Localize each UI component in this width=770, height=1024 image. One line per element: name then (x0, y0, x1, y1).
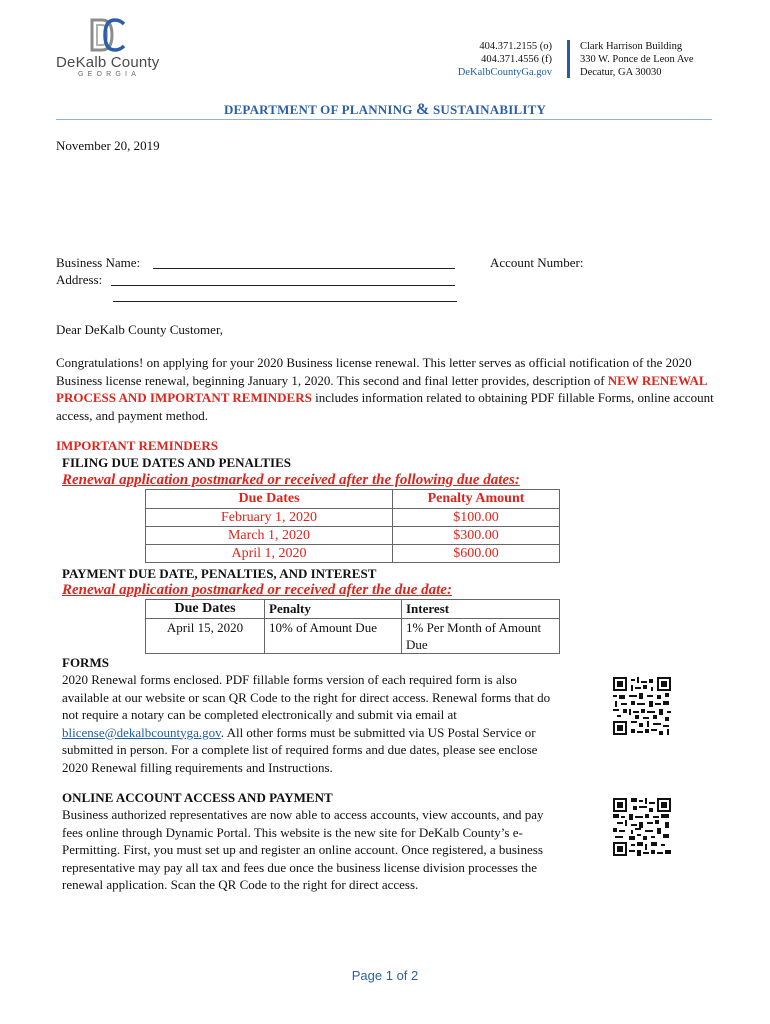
forms-paragraph (62, 671, 562, 776)
department-title (0, 101, 770, 119)
dept-ampersand: & (415, 101, 430, 118)
header-rule (56, 119, 712, 120)
pay-penalty-cell: 10% of Amount Due (265, 619, 402, 654)
pay-interest-cell: 1% Per Month of Amount Due (402, 619, 560, 654)
pay-due-date-cell: April 15, 2020 (146, 619, 265, 654)
pay-penalty-header: Penalty (265, 600, 402, 619)
account-number-label: Account Number: (490, 255, 584, 270)
forms-text-1: 2020 Renewal forms enclosed. PDF fillable forms version of each required form is also available at our website or scan QR Code to the right for direct access. Renewal forms that do not require a notary can be completed electronically and submit via email at (62, 672, 551, 722)
letter-date: November 20, 2019 (56, 138, 160, 153)
address-line-field-1[interactable] (111, 285, 455, 286)
phone-office: 404.371.2155 (o) (479, 41, 552, 52)
penalty-amount-header: Penalty Amount (393, 490, 560, 509)
phone-fax: 404.371.4556 (f) (481, 54, 552, 65)
due-date-cell: February 1, 2020 (146, 509, 393, 527)
business-name-label: Business Name: (56, 255, 141, 270)
address-line-field-2[interactable] (113, 301, 457, 302)
email-link[interactable]: blicense@dekalbcountyga.gov (62, 724, 221, 740)
payment-header-row (146, 600, 560, 619)
website-link[interactable]: DeKalbCountyGa.gov (457, 67, 552, 78)
pay-due-dates-header: Due Dates (146, 600, 265, 619)
reminders-heading: IMPORTANT REMINDERS (56, 438, 218, 453)
address-line-1: Clark Harrison Building (580, 41, 683, 52)
payment-note: Renewal application postmarked or received after the due date: (62, 582, 452, 598)
online-paragraph: Business authorized representatives are now able to access accounts, view accounts, and pay fees online through Dynamic Portal. This website is the new site for DeKalb County’s e-Permitting. First, you must set up and register an online account. Once registered, a business representative may pay all tax and fees due once the business license division processes the renewal application. Scan the QR Code to the right for direct access. (62, 807, 544, 892)
penalty-amount-cell: $600.00 (393, 545, 560, 563)
dept-part-1: DEPARTMENT OF PLANNING (223, 102, 416, 117)
table-row (146, 619, 560, 654)
logo-name: DeKalb County (56, 54, 160, 71)
intro-highlight: NEW RENEWAL PROCESS AND IMPORTANT REMINDERS (56, 372, 707, 405)
portal-qr-code-icon[interactable] (613, 797, 671, 857)
filing-heading: FILING DUE DATES AND PENALTIES (62, 455, 292, 470)
payment-heading: PAYMENT DUE DATE, PENALTIES, AND INTEREST (62, 566, 377, 581)
due-date-cell: April 1, 2020 (146, 545, 393, 563)
filing-note: Renewal application postmarked or received after the following due dates: (62, 472, 520, 488)
forms-qr-code-icon[interactable] (613, 676, 671, 736)
address-label: Address: (56, 272, 103, 287)
pay-interest-header: Interest (402, 600, 560, 619)
contact-divider (567, 40, 570, 78)
due-dates-header-row (146, 490, 560, 509)
table-row (146, 509, 560, 527)
dept-part-2: SUSTAINABILITY (429, 102, 547, 117)
contact-address (580, 40, 694, 79)
intro-paragraph (56, 354, 716, 424)
logo-subtitle: GEORGIA (78, 71, 141, 78)
page-number: Page 1 of 2 (351, 968, 419, 983)
intro-text-1: Congratulations! on applying for your 2020 Business license renewal. This letter serves as official notification of the 2020 Business license renewal, beginning January 1, 2020. This second and final letter provides, description of (56, 355, 692, 388)
contact-phones (440, 40, 552, 79)
table-row (146, 527, 560, 545)
penalty-amount-cell: $100.00 (393, 509, 560, 527)
payment-table (145, 599, 560, 654)
address-line-3: Decatur, GA 30030 (580, 67, 662, 78)
due-date-cell: March 1, 2020 (146, 527, 393, 545)
due-dates-table (145, 489, 560, 563)
table-row (146, 545, 560, 563)
forms-heading: FORMS (62, 655, 109, 670)
business-name-line[interactable] (153, 268, 455, 269)
address-line-2: 330 W. Ponce de Leon Ave (580, 54, 694, 65)
salutation: Dear DeKalb County Customer, (56, 322, 224, 337)
online-heading: ONLINE ACCOUNT ACCESS AND PAYMENT (62, 790, 333, 805)
dekalb-logo-icon (90, 18, 126, 52)
due-dates-header: Due Dates (146, 490, 393, 509)
penalty-amount-cell: $300.00 (393, 527, 560, 545)
intro-text-2: includes information related to obtaining PDF fillable Forms, online account access, and payment method. (56, 390, 714, 423)
forms-text-2: . All other forms must be submitted via US Postal Service or submitted in person. For a complete list of required forms and due dates, please see enclose 2020 Renewal filling requirements and Instructions. (62, 724, 538, 775)
